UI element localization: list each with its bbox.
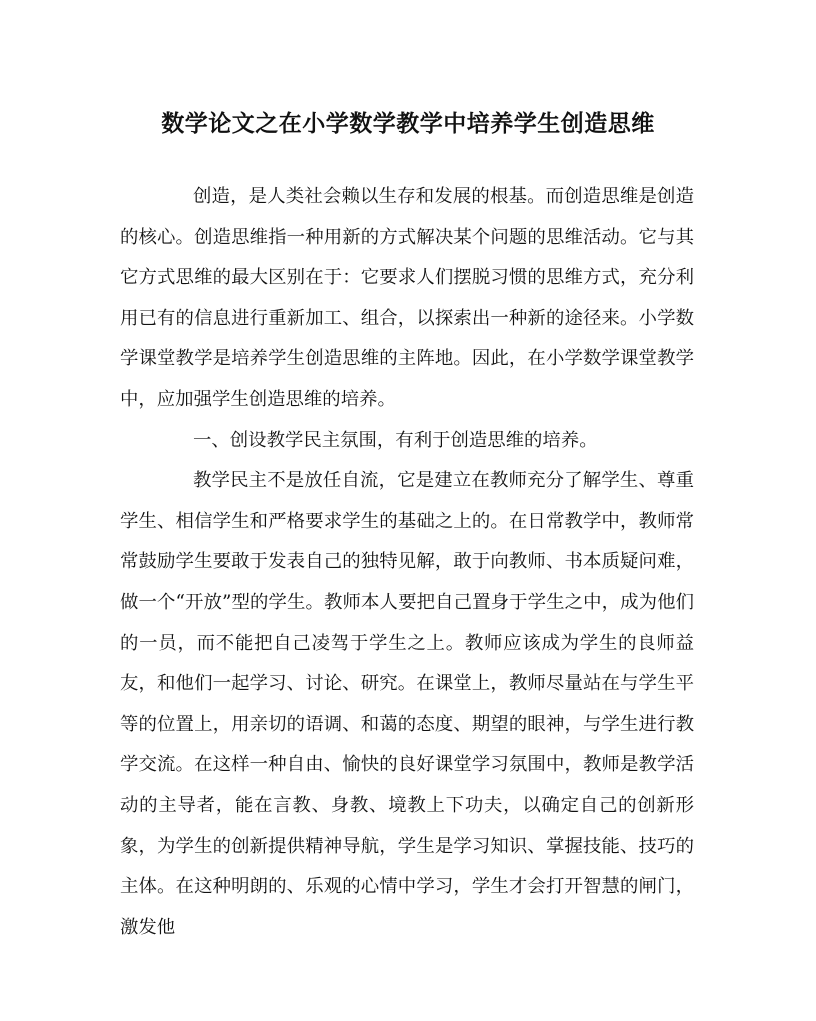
document-title: 数学论文之在小学数学教学中培养学生创造思维: [161, 110, 655, 137]
section-heading-1: 一、创设教学民主氛围，有利于创造思维的培养。: [193, 429, 598, 451]
paragraph-section-1: 教学民主不是放任自流，它是建立在教师充分了解学生、尊重学生、相信学生和严格要求学生的基础之上的。在日常教学中，教师常常鼓励学生要敢于发表自己的独特见解，敢于向教师、书本质疑问难，做一个“开放”型的学生。教师本人要把自己置身于学生之中，成为他们的一员，而不能把自己凌驾于学生之上。教师应该成为学生的良师益友，和他们一起学习、讨论、研究。在课堂上，教师尽量站在与学生平等的位置上，用亲切的语调、和蔼的态度、期望的眼神，与学生进行教学交流。在这样一种自由、愉快的良好课堂学习氛围中，教师是教学活动的主导者，能在言教、身教、境教上下功夫，以确定自己的创新形象，为学生的创新提供精神导航，学生是学习知识、掌握技能、技巧的主体。在这种明朗的、乐观的心情中学习，学生才会打开智慧的闸门，激发他: [120, 470, 694, 938]
paragraph-intro: 创造，是人类社会赖以生存和发展的根基。而创造思维是创造的核心。创造思维指一种用新的方式解决某个问题的思维活动。它与其它方式思维的最大区别在于：它要求人们摆脱习惯的思维方式，充分利用已有的信息进行重新加工、组合，以探索出一种新的途径来。小学数学课堂教学是培养学生创造思维的主阵地。因此，在小学数学课堂教学中，应加强学生创造思维的培养。: [120, 186, 694, 410]
document-body: [120, 177, 694, 948]
